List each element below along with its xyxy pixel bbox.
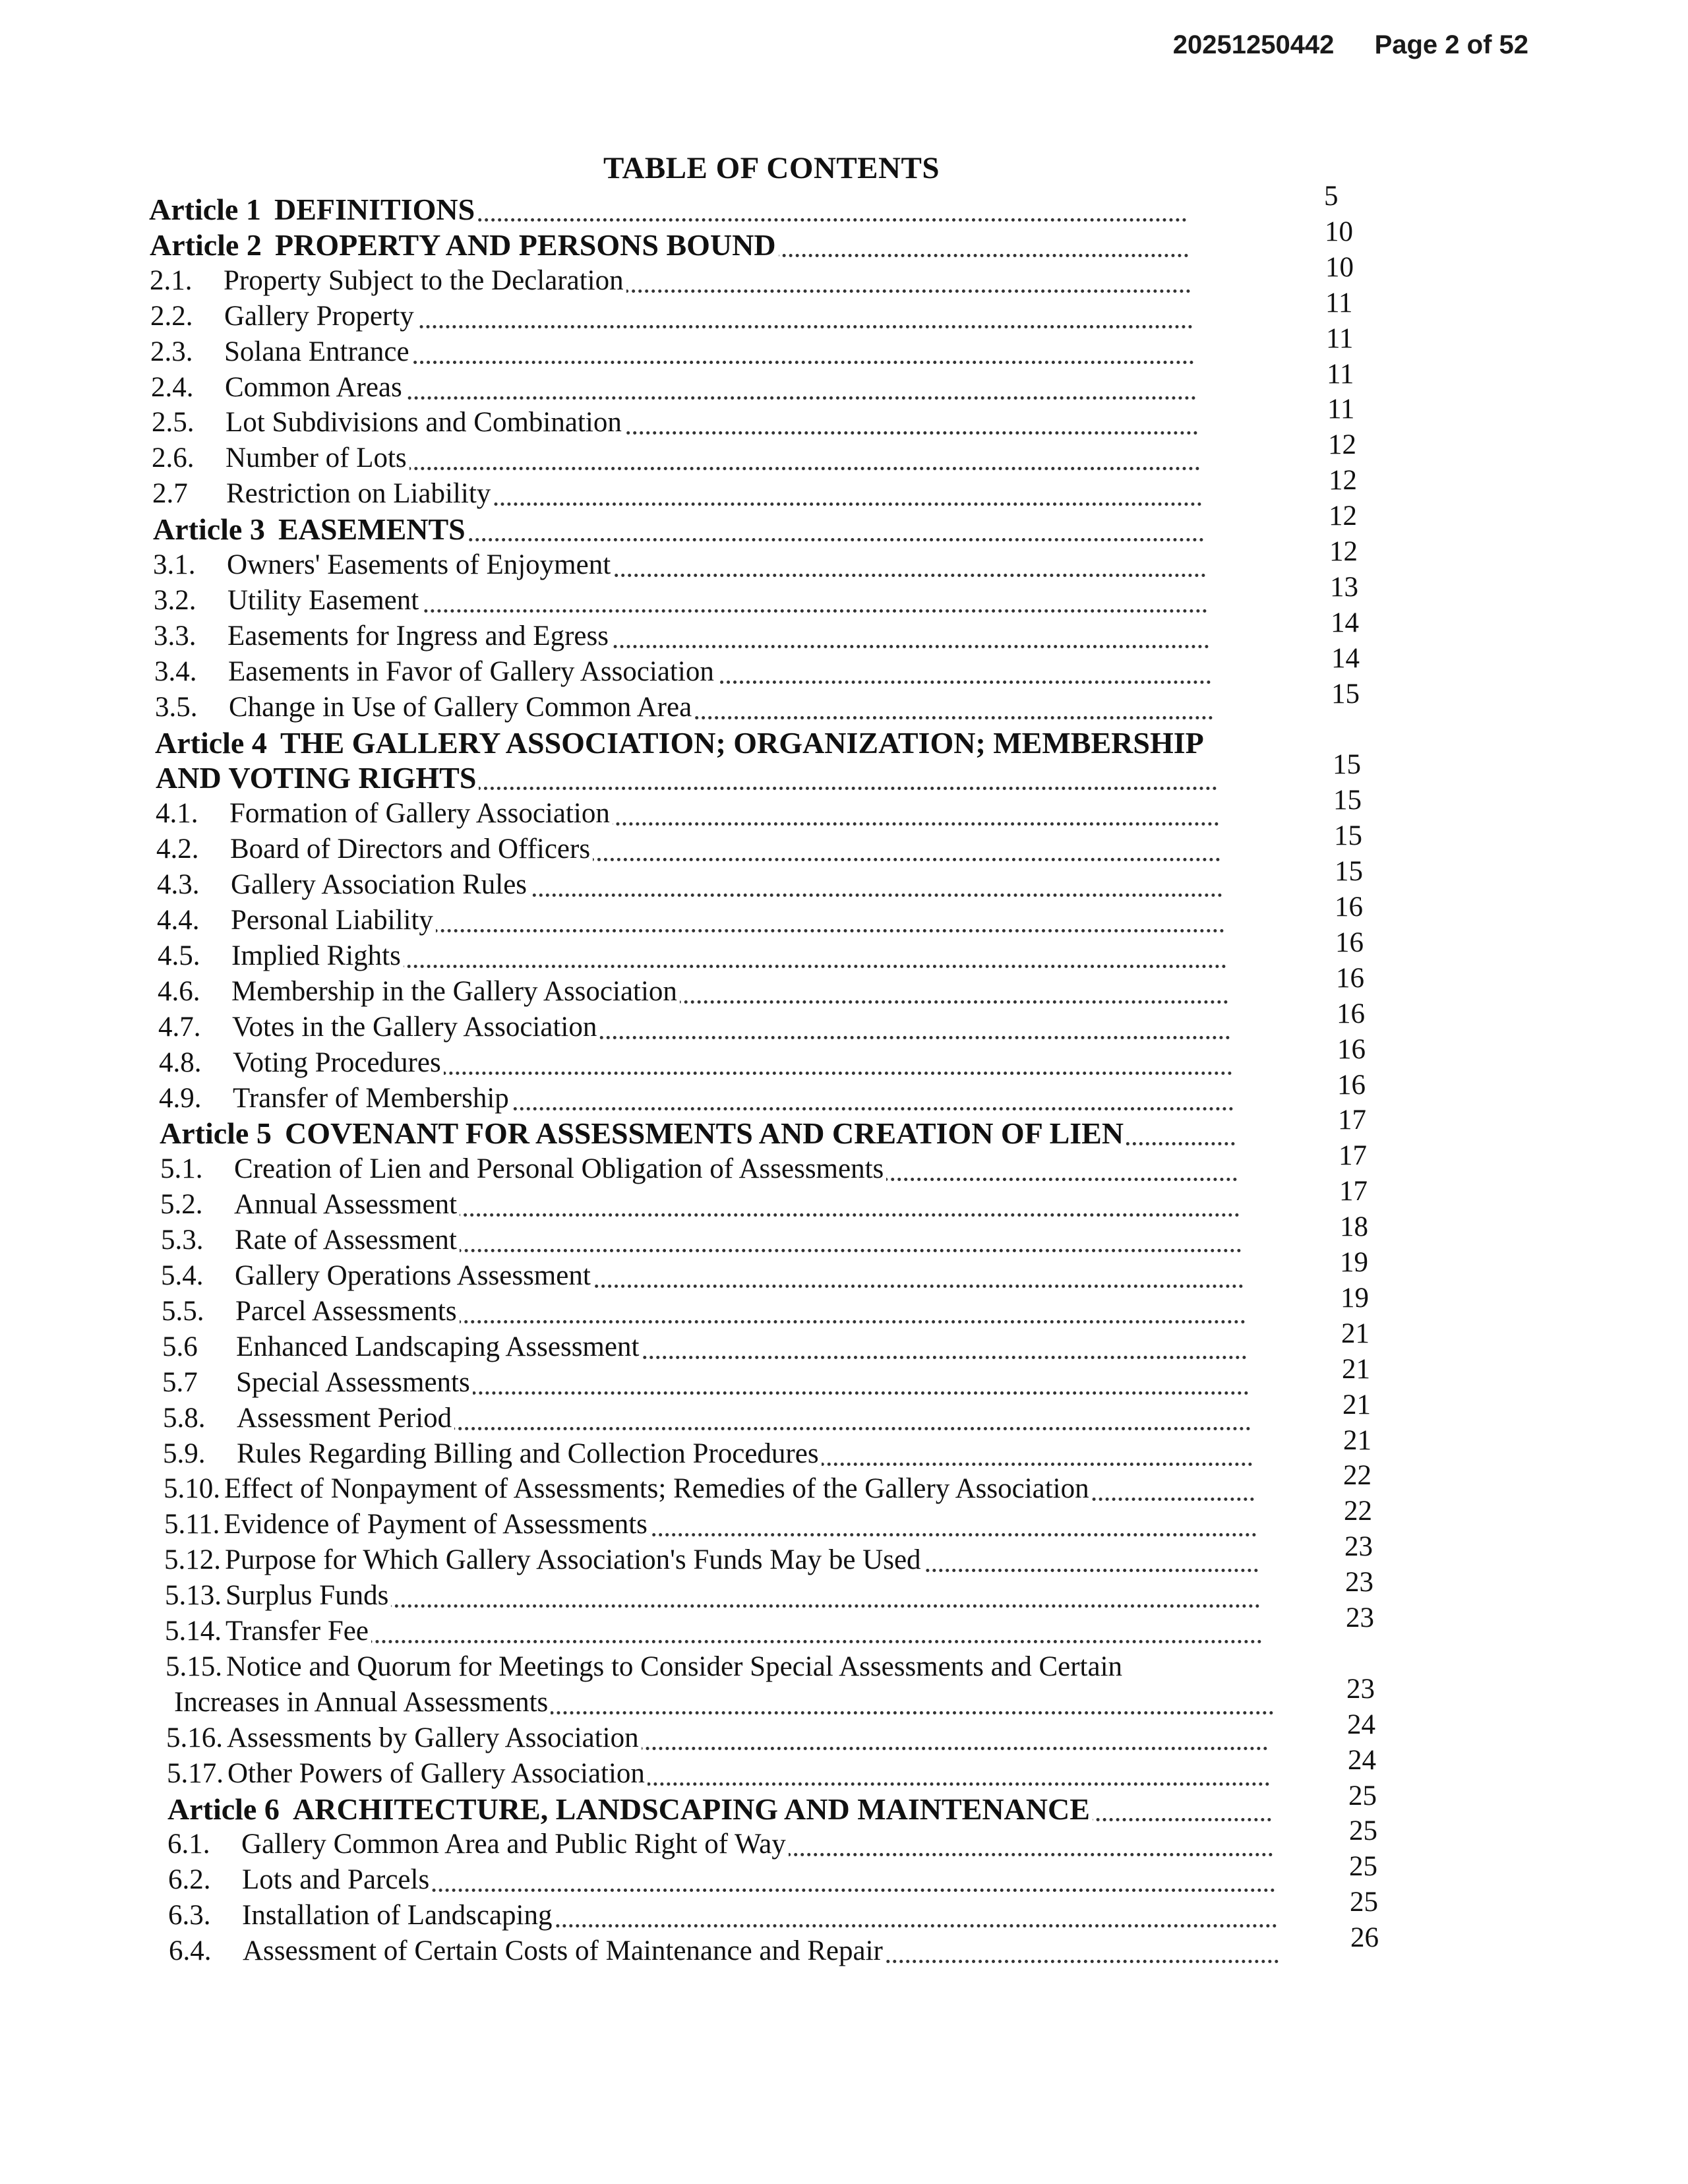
toc-entry-text: [164, 1473, 1092, 1504]
toc-entry-title: Assessment of Certain Costs of Maintenance and Repair: [243, 1935, 883, 1967]
toc-page-number: 25: [1348, 1780, 1377, 1811]
toc-entry-number: 5.17.: [167, 1757, 224, 1789]
toc-entry-number: 4.4.: [157, 905, 200, 936]
toc-entry: [157, 866, 1222, 903]
toc-entry: [153, 511, 1204, 548]
toc-entry-text: [150, 265, 626, 296]
toc-entry-text: [167, 1792, 1093, 1826]
toc-entry-number: 6.3.: [168, 1900, 211, 1931]
toc-entry-number: 5.8.: [163, 1402, 206, 1434]
toc-entry-number: 3.4.: [154, 655, 197, 687]
toc-entry-number: Article 5: [160, 1116, 272, 1151]
toc-entry: [152, 404, 1198, 441]
toc-entry-number: 4.9.: [159, 1082, 202, 1114]
toc-entry: [160, 1115, 1236, 1152]
toc-entry-number: 5.11.: [164, 1509, 220, 1540]
toc-entry: [167, 1826, 1273, 1863]
toc-entry-number: 6.2.: [168, 1864, 211, 1896]
toc-entry-title: Formation of Gallery Association: [229, 798, 610, 830]
toc-entry-title: Transfer Fee: [226, 1616, 369, 1647]
toc-entry-text: [163, 1403, 454, 1434]
toc-entry: [163, 1436, 1253, 1472]
toc-entry-title: Implied Rights: [231, 940, 401, 971]
toc-entry-text: [166, 1651, 1125, 1682]
toc-entry-title: THE GALLERY ASSOCIATION; ORGANIZATION; MEMBERSHIP: [280, 725, 1204, 760]
toc-entry-number: Article 6: [167, 1792, 280, 1826]
toc-entry: [153, 547, 1206, 584]
toc-entry-title: Owners' Easements of Enjoyment: [227, 549, 611, 580]
toc-page-number: 25: [1349, 1851, 1377, 1883]
toc-entry-text: [153, 549, 613, 580]
toc-entry-number: Article 1: [149, 193, 261, 226]
toc-page-number: 11: [1327, 358, 1354, 390]
toc-page-number: 11: [1325, 287, 1353, 318]
toc-entry-text: [163, 1438, 822, 1469]
toc-entry-title: Creation of Lien and Personal Obligation of Assessments: [234, 1153, 884, 1185]
toc-entry-title: Purpose for Which Gallery Association's Funds May be Used: [225, 1544, 921, 1576]
toc-entry-text: [167, 1758, 648, 1789]
toc-entry-title: Transfer of Membership: [233, 1082, 509, 1114]
toc-entry-number: 5.12.: [164, 1544, 221, 1576]
toc-entry-text: [156, 798, 613, 829]
toc-entry-title: Lot Subdivisions and Combination: [226, 407, 622, 439]
toc-entry: [155, 725, 1215, 762]
toc-entry-title: Membership in the Gallery Association: [231, 975, 677, 1007]
toc-entry-number: 5.2.: [160, 1189, 203, 1221]
record-number: 20251250442: [1172, 30, 1335, 59]
toc-entry-text: [153, 512, 468, 546]
toc-entry-number: 2.7: [152, 478, 188, 510]
toc-entry-title: Voting Procedures: [233, 1046, 441, 1078]
toc-entry-title: Common Areas: [225, 371, 402, 403]
toc-entry: [161, 1222, 1242, 1259]
toc-title: TABLE OF CONTENTS: [603, 151, 940, 185]
toc-entry-title: Rules Regarding Billing and Collection Procedures: [237, 1438, 819, 1469]
toc-entry: [152, 440, 1200, 477]
toc-page-number: 24: [1347, 1709, 1375, 1740]
toc-entry-text: [159, 1047, 444, 1078]
toc-entry-number: 6.1.: [167, 1829, 210, 1860]
toc-entry-text: [165, 1580, 391, 1611]
toc-page-number: 16: [1335, 892, 1363, 923]
toc-entry-text: [159, 1083, 512, 1114]
toc-entry-text: [150, 301, 417, 332]
toc-entry-title: Assessments by Gallery Association: [227, 1722, 639, 1753]
toc-entry: [154, 582, 1207, 619]
toc-page-number: 21: [1342, 1353, 1370, 1385]
toc-entry-text: [174, 1687, 551, 1718]
toc-page-number: 13: [1330, 571, 1358, 603]
toc-entry-number: 4.2.: [156, 834, 199, 865]
toc-entry: [174, 1684, 1274, 1721]
toc-entry-title: Parcel Assessments: [235, 1295, 457, 1327]
toc-entry-title: Personal Liability: [231, 905, 433, 936]
toc-entry-title: Votes in the Gallery Association: [232, 1011, 597, 1043]
toc-page-number: 17: [1339, 1176, 1368, 1207]
toc-entry-title: Installation of Landscaping: [242, 1900, 553, 1931]
toc-entry-number: 3.1.: [153, 549, 196, 580]
toc-entry: [162, 1364, 1249, 1401]
toc-page-number: 24: [1348, 1744, 1376, 1776]
toc-page-number: 10: [1325, 251, 1354, 283]
toc-entry-title: Assessment Period: [237, 1402, 452, 1434]
toc-entry-text: [162, 1296, 460, 1327]
toc-page-number: 14: [1331, 642, 1360, 674]
toc-page-number: 25: [1349, 1815, 1377, 1847]
toc-entry-number: 4.7.: [158, 1011, 201, 1043]
toc-entry-text: [158, 1012, 599, 1043]
toc-page-number: 12: [1329, 465, 1357, 497]
toc-entry-title: Easements for Ingress and Egress: [227, 620, 609, 652]
toc-page-number: 23: [1344, 1531, 1373, 1563]
toc-entry: [158, 938, 1226, 975]
toc-page-number: 16: [1337, 1033, 1366, 1065]
toc-entry-number: 5.14.: [165, 1616, 222, 1647]
toc-entry: [169, 1933, 1279, 1970]
toc-entry-title: Special Assessments: [236, 1366, 470, 1398]
toc-page-number: 16: [1337, 998, 1365, 1029]
toc-entry-number: 4.3.: [157, 869, 200, 901]
toc-entry-number: 5.9.: [163, 1438, 206, 1469]
toc-entry-number: 2.4.: [151, 371, 194, 403]
toc-entry: [168, 1897, 1277, 1934]
toc-entry-title: EASEMENTS: [278, 512, 466, 547]
toc-entry-text: [165, 1616, 371, 1647]
toc-entry-title: Utility Easement: [227, 584, 419, 616]
toc-entry-text: [168, 1864, 432, 1895]
toc-page-number: 15: [1335, 856, 1363, 888]
page-number: Page 2 of 52: [1374, 30, 1528, 59]
toc-entry: [149, 191, 1187, 228]
toc-page-number: 10: [1325, 216, 1353, 247]
toc-entry: [156, 760, 1217, 797]
toc-entry: [162, 1293, 1246, 1330]
toc-entry-text: [155, 692, 694, 723]
toc-page-number: 16: [1335, 926, 1364, 958]
toc-page-number: 15: [1333, 749, 1361, 781]
toc-entry-text: [169, 1935, 886, 1966]
toc-page-number: 21: [1341, 1318, 1370, 1349]
toc-entry-text: [164, 1509, 650, 1540]
toc-page-number: 15: [1331, 678, 1360, 710]
toc-entry-number: 5.7: [162, 1366, 198, 1398]
toc-entry-text: [167, 1829, 789, 1860]
toc-entry-text: [149, 193, 477, 226]
toc-entry-text: [158, 976, 680, 1007]
toc-entry-text: [162, 1331, 642, 1362]
toc-entry-number: 2.2.: [150, 300, 193, 332]
toc-entry-text: [161, 1260, 593, 1291]
toc-entry-text: [154, 621, 611, 652]
toc-entry: [160, 1151, 1238, 1188]
toc-entry-number: 2.1.: [150, 264, 193, 296]
toc-entry: [161, 1258, 1244, 1294]
toc-page-number: 22: [1344, 1496, 1372, 1527]
toc-entry: [163, 1400, 1251, 1437]
toc-entry-number: Article 3: [153, 512, 265, 547]
toc-entry-text: [156, 761, 479, 795]
toc-entry-text: [154, 656, 717, 687]
toc-entry-title: Solana Entrance: [224, 336, 409, 367]
toc-entry-number: 5.13.: [165, 1580, 222, 1612]
toc-page-number: 15: [1334, 820, 1362, 852]
toc-entry-title: Surplus Funds: [226, 1580, 389, 1612]
toc-entry-text: [160, 1116, 1126, 1150]
toc-entry: [165, 1577, 1260, 1614]
toc-entry-title: COVENANT FOR ASSESSMENTS AND CREATION OF LIEN: [285, 1116, 1124, 1151]
toc-entry-number: 4.8.: [159, 1046, 202, 1078]
toc-page-number: 11: [1326, 322, 1354, 354]
toc-entry-text: [164, 1544, 924, 1575]
toc-entry-title: Gallery Property: [224, 300, 414, 332]
toc-page-number: 22: [1343, 1460, 1372, 1492]
toc-entry-number: 5.5.: [162, 1295, 204, 1327]
toc-page-number: 15: [1333, 785, 1362, 816]
toc-entry-text: [162, 1367, 473, 1398]
toc-entry-text: [160, 1153, 886, 1184]
toc-entry-title: Easements in Favor of Gallery Association: [228, 655, 714, 687]
toc-entry-title: Gallery Operations Assessment: [235, 1260, 591, 1291]
toc-entry: [158, 973, 1228, 1010]
toc-page-number: 16: [1337, 1069, 1366, 1101]
toc-page-number: 17: [1338, 1105, 1366, 1136]
toc-entry: [157, 902, 1224, 939]
toc-entry: [164, 1471, 1255, 1507]
toc-entry-number: 3.5.: [155, 691, 198, 723]
toc-entry: [162, 1329, 1247, 1366]
toc-entry-text: [150, 336, 412, 367]
toc-entry-title: Other Powers of Gallery Association: [227, 1757, 645, 1789]
toc-entry-number: 5.4.: [161, 1260, 204, 1291]
toc-entry-number: 2.5.: [152, 407, 195, 439]
toc-entry-text: [157, 869, 529, 900]
toc-entry: [156, 795, 1219, 832]
toc-entry: [156, 831, 1221, 868]
toc-entry-number: 5.1.: [160, 1153, 203, 1185]
toc-entry-number: 2.6.: [152, 442, 195, 474]
toc-entry: [166, 1720, 1268, 1757]
toc-page-number: 23: [1346, 1602, 1374, 1633]
page-header: [1173, 30, 1528, 60]
toc-entry: [159, 1080, 1234, 1117]
toc-entry: [155, 689, 1213, 726]
toc-entry-title: Evidence of Payment of Assessments: [224, 1509, 648, 1540]
toc-entry-text: [160, 1189, 460, 1220]
toc-entry: [152, 475, 1202, 512]
toc-entry-number: 2.3.: [150, 336, 193, 367]
toc-page-number: 14: [1331, 607, 1359, 638]
toc-page-number: 17: [1339, 1140, 1367, 1172]
toc-page-number: 23: [1346, 1673, 1375, 1705]
toc-entry: [154, 618, 1209, 655]
toc-entry: [160, 1186, 1240, 1223]
toc-entry: [151, 369, 1196, 406]
toc-page-number: 21: [1342, 1389, 1371, 1420]
toc-page-number: 18: [1340, 1211, 1368, 1243]
toc-entry: [159, 1045, 1232, 1081]
toc-entry-title: AND VOTING RIGHTS: [156, 761, 477, 795]
toc-entry-title: ARCHITECTURE, LANDSCAPING AND MAINTENANCE: [293, 1792, 1090, 1826]
toc-entry-number: 3.2.: [154, 584, 196, 616]
toc-entry-number: 3.3.: [154, 620, 196, 652]
toc-page-number: 12: [1329, 501, 1357, 532]
toc-entry-number: 5.6: [162, 1331, 198, 1362]
toc-entry-number: Article 2: [150, 228, 262, 262]
toc-page-number: 19: [1340, 1247, 1368, 1278]
toc-page-number: 21: [1343, 1424, 1372, 1456]
toc-entry-title: Notice and Quorum for Meetings to Consider Special Assessments and Certain: [226, 1651, 1123, 1682]
toc-page-number: 25: [1350, 1887, 1378, 1918]
toc-entry-text: [152, 442, 409, 473]
toc-entry-number: 6.4.: [169, 1935, 212, 1967]
toc-entry-number: 5.3.: [161, 1225, 204, 1256]
toc-entry-text: [156, 834, 593, 864]
toc-entry-title: Restriction on Liability: [226, 478, 491, 510]
toc-entry-title: Lots and Parcels: [242, 1864, 430, 1896]
toc-entry-number: 5.10.: [164, 1473, 220, 1505]
toc-entry: [154, 653, 1211, 690]
toc-entry-number: 4.1.: [156, 798, 198, 830]
toc-entry: [165, 1613, 1262, 1650]
toc-entry-title: Number of Lots: [226, 442, 407, 474]
toc-page-number: 23: [1345, 1567, 1373, 1598]
toc-entry-text: [166, 1722, 642, 1753]
toc-entry-text: [151, 372, 405, 403]
toc-entry-title: Effect of Nonpayment of Assessments; Remedies of the Gallery Association: [224, 1473, 1089, 1505]
toc-entry: [168, 1862, 1275, 1898]
toc-entry: [158, 1009, 1230, 1046]
toc-entry-text: [161, 1225, 460, 1256]
toc-entry-text: [154, 585, 421, 616]
toc-entry-text: [158, 940, 404, 971]
toc-entry-title: DEFINITIONS: [274, 193, 475, 226]
toc-entry: [167, 1791, 1272, 1828]
toc-entry: [150, 334, 1194, 371]
toc-entry-title: Change in Use of Gallery Common Area: [229, 691, 692, 723]
toc-entry-text: [152, 478, 493, 509]
toc-page-number: 11: [1327, 394, 1355, 425]
toc-entry: [150, 227, 1189, 264]
toc-entry-title: Property Subject to the Declaration: [224, 264, 624, 296]
toc-page-number: 16: [1336, 962, 1364, 994]
toc-page-number: 19: [1341, 1282, 1369, 1314]
toc-entry-title: Gallery Association Rules: [231, 869, 528, 901]
toc-entry-title: Rate of Assessment: [235, 1225, 457, 1256]
toc-entry-text: [152, 407, 624, 438]
toc-entry-text: [168, 1900, 555, 1931]
toc-entry: [150, 298, 1193, 335]
toc-entry-text: [157, 905, 436, 936]
toc-entry-number: Article 4: [155, 725, 267, 760]
toc-entry-text: [150, 228, 779, 262]
toc-entry: [164, 1506, 1257, 1543]
toc-entry-title: Gallery Common Area and Public Right of Way: [241, 1829, 786, 1860]
toc-entry: [166, 1649, 1264, 1685]
toc-entry-title: Enhanced Landscaping Assessment: [236, 1331, 640, 1362]
toc-page-number: 12: [1328, 429, 1356, 461]
toc-entry-number: 4.6.: [158, 975, 200, 1007]
toc-entry-title: Increases in Annual Assessments: [174, 1686, 549, 1718]
toc-page-number: 26: [1350, 1922, 1379, 1954]
toc-entry-title: PROPERTY AND PERSONS BOUND: [275, 228, 776, 262]
toc-entry-number: 5.16.: [166, 1722, 223, 1753]
toc-entry: [164, 1542, 1259, 1579]
toc-page-number: 5: [1324, 181, 1339, 212]
toc-entry-title: Annual Assessment: [234, 1189, 458, 1221]
toc-entry: [150, 262, 1191, 299]
toc-entry: [167, 1755, 1270, 1792]
toc-page-number: 12: [1329, 536, 1358, 567]
toc-entry-number: 5.15.: [166, 1651, 222, 1682]
toc-entry-text: [155, 726, 1207, 760]
toc-entry-number: 4.5.: [158, 940, 200, 971]
toc-entry-title: Board of Directors and Officers: [230, 834, 591, 865]
